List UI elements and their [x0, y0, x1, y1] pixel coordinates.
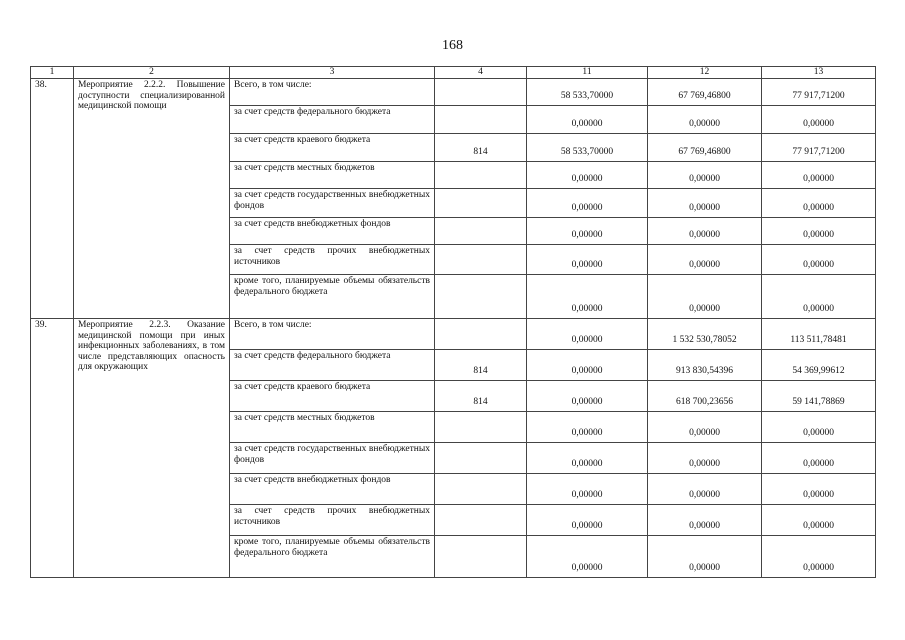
value-col-13: 77 917,71200	[762, 79, 876, 106]
value-col-12: 67 769,46800	[648, 79, 762, 106]
budget-code	[435, 79, 527, 106]
funding-source: за счет средств местных бюджетов	[230, 162, 435, 189]
budget-code	[435, 505, 527, 536]
value-col-13: 0,00000	[762, 474, 876, 505]
value-col-13: 0,00000	[762, 189, 876, 218]
funding-source: кроме того, планируемые объемы обязательств федерального бюджета	[230, 536, 435, 578]
value-col-13: 0,00000	[762, 536, 876, 578]
row-number: 39.	[31, 319, 74, 578]
value-col-13: 0,00000	[762, 443, 876, 474]
funding-source: кроме того, планируемые объемы обязательств федерального бюджета	[230, 275, 435, 319]
value-col-11: 58 533,70000	[527, 134, 648, 162]
value-col-11: 0,00000	[527, 245, 648, 275]
value-col-11: 0,00000	[527, 443, 648, 474]
value-col-11: 0,00000	[527, 412, 648, 443]
value-col-13: 77 917,71200	[762, 134, 876, 162]
value-col-12: 67 769,46800	[648, 134, 762, 162]
funding-source: за счет средств внебюджетных фондов	[230, 474, 435, 505]
budget-code	[435, 189, 527, 218]
funding-source: за счет средств прочих внебюджетных источников	[230, 245, 435, 275]
header-cell: 4	[435, 67, 527, 79]
table-row	[31, 79, 876, 106]
value-col-12: 0,00000	[648, 218, 762, 245]
funding-source: за счет средств федерального бюджета	[230, 350, 435, 381]
value-col-11: 0,00000	[527, 505, 648, 536]
value-col-13: 0,00000	[762, 162, 876, 189]
value-col-11: 0,00000	[527, 381, 648, 412]
budget-code	[435, 536, 527, 578]
event-description: Мероприятие 2.2.2. Повышение доступности специализированной медицинской помощи	[74, 79, 230, 319]
value-col-11: 0,00000	[527, 350, 648, 381]
value-col-11: 0,00000	[527, 474, 648, 505]
value-col-12: 618 700,23656	[648, 381, 762, 412]
value-col-12: 0,00000	[648, 505, 762, 536]
header-cell: 13	[762, 67, 876, 79]
value-col-12: 0,00000	[648, 275, 762, 319]
budget-code: 814	[435, 134, 527, 162]
value-col-11: 0,00000	[527, 319, 648, 350]
budget-code	[435, 275, 527, 319]
header-cell: 1	[31, 67, 74, 79]
budget-code: 814	[435, 350, 527, 381]
value-col-12: 0,00000	[648, 245, 762, 275]
header-row	[31, 67, 876, 79]
value-col-13: 113 511,78481	[762, 319, 876, 350]
value-col-13: 0,00000	[762, 245, 876, 275]
budget-code	[435, 412, 527, 443]
value-col-12: 913 830,54396	[648, 350, 762, 381]
funding-source: за счет средств федерального бюджета	[230, 106, 435, 134]
funding-source: за счет средств внебюджетных фондов	[230, 218, 435, 245]
value-col-11: 0,00000	[527, 275, 648, 319]
value-col-12: 0,00000	[648, 443, 762, 474]
header-cell: 11	[527, 67, 648, 79]
budget-code	[435, 245, 527, 275]
budget-code	[435, 474, 527, 505]
value-col-13: 0,00000	[762, 275, 876, 319]
value-col-11: 0,00000	[527, 162, 648, 189]
budget-code	[435, 162, 527, 189]
budget-code	[435, 218, 527, 245]
value-col-13: 0,00000	[762, 106, 876, 134]
value-col-13: 54 369,99612	[762, 350, 876, 381]
table-row	[31, 319, 876, 350]
header-cell: 12	[648, 67, 762, 79]
value-col-11: 0,00000	[527, 218, 648, 245]
value-col-12: 0,00000	[648, 412, 762, 443]
value-col-11: 58 533,70000	[527, 79, 648, 106]
funding-source: за счет средств государственных внебюджетных фондов	[230, 443, 435, 474]
header-cell: 3	[230, 67, 435, 79]
value-col-12: 0,00000	[648, 536, 762, 578]
page-number: 168	[442, 38, 463, 53]
funding-source: Всего, в том числе:	[230, 319, 435, 350]
value-col-13: 0,00000	[762, 218, 876, 245]
funding-source: за счет средств местных бюджетов	[230, 412, 435, 443]
value-col-13: 0,00000	[762, 505, 876, 536]
value-col-12: 0,00000	[648, 106, 762, 134]
value-col-13: 59 141,78869	[762, 381, 876, 412]
row-number: 38.	[31, 79, 74, 319]
funding-source: за счет средств прочих внебюджетных источников	[230, 505, 435, 536]
value-col-12: 1 532 530,78052	[648, 319, 762, 350]
budget-code	[435, 319, 527, 350]
budget-code: 814	[435, 381, 527, 412]
value-col-12: 0,00000	[648, 189, 762, 218]
budget-code	[435, 106, 527, 134]
budget-table	[30, 66, 876, 578]
value-col-11: 0,00000	[527, 536, 648, 578]
event-description: Мероприятие 2.2.3. Оказание медицинской помощи при иных инфекционных заболеваниях, в том числе представляющих опасность для окружающих	[74, 319, 230, 578]
header-cell: 2	[74, 67, 230, 79]
budget-code	[435, 443, 527, 474]
funding-source: за счет средств краевого бюджета	[230, 134, 435, 162]
value-col-11: 0,00000	[527, 189, 648, 218]
funding-source: за счет средств государственных внебюджетных фондов	[230, 189, 435, 218]
value-col-13: 0,00000	[762, 412, 876, 443]
value-col-12: 0,00000	[648, 474, 762, 505]
funding-source: за счет средств краевого бюджета	[230, 381, 435, 412]
value-col-11: 0,00000	[527, 106, 648, 134]
funding-source: Всего, в том числе:	[230, 79, 435, 106]
value-col-12: 0,00000	[648, 162, 762, 189]
